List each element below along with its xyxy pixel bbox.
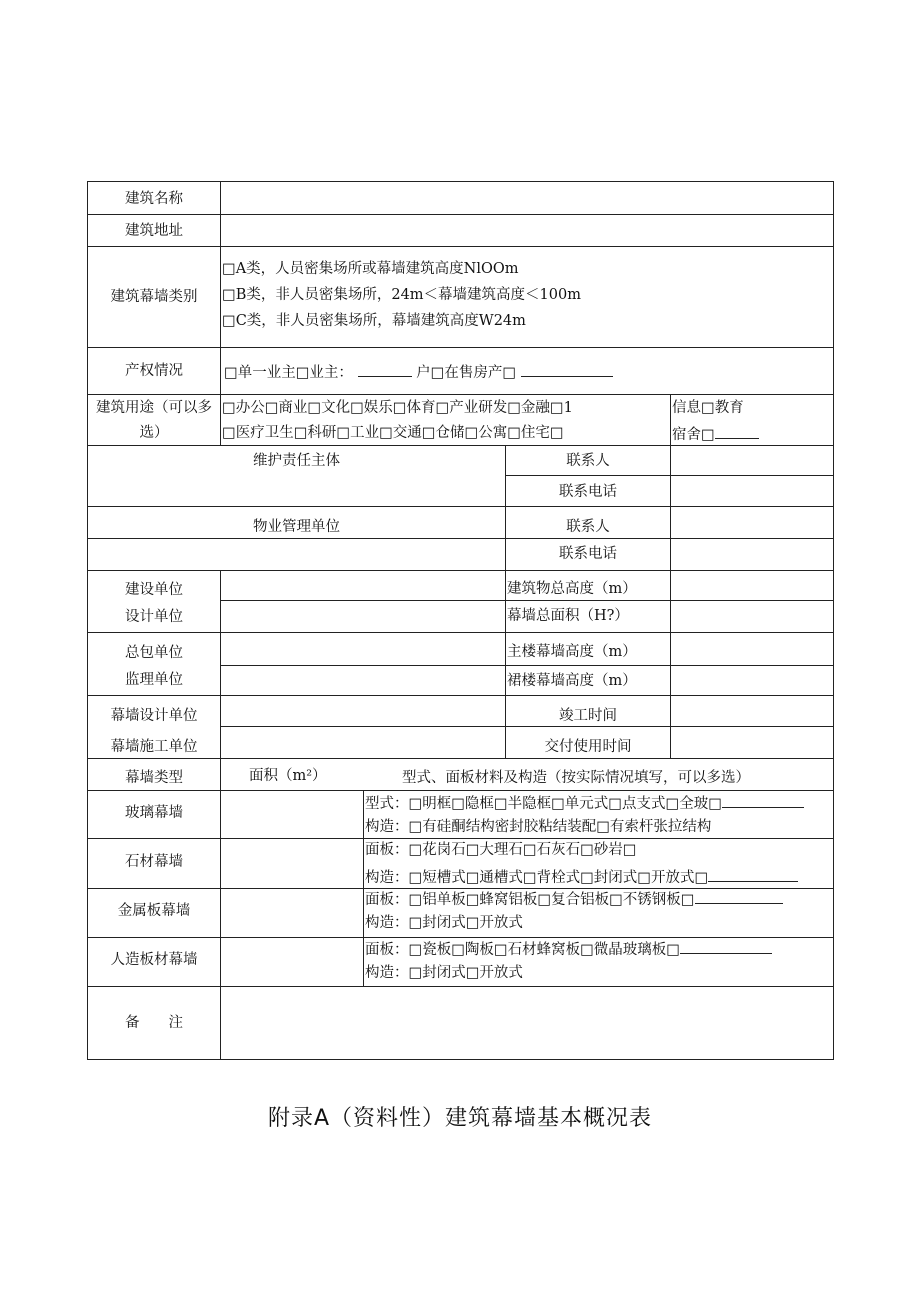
label-podium-cw-height: 裙楼幕墙高度（m） [507, 673, 637, 689]
cw-glass-form [365, 793, 804, 813]
cw-stone-construction-blank [708, 867, 798, 882]
label-cw-total-area: 幕墙总面积（H?） [507, 608, 629, 624]
label-building-usage-line2: 选） [139, 425, 169, 441]
cw-stone-construction-text: 构造：□短槽式□通槽式□背栓式□封闭式□开放式□ [365, 870, 709, 886]
cw-type-stone: 石材幕墙 [125, 854, 183, 870]
label-contact-phone-1: 联系电话 [559, 484, 617, 500]
label-building-address: 建筑地址 [125, 223, 183, 239]
label-form-material-construction: 型式、面板材料及构造（按实际情况填写，可以多选） [402, 770, 750, 786]
cw-artificial-panel [365, 939, 772, 959]
label-property-management: 物业管理单位 [253, 519, 340, 535]
usage-options-line2: □医疗卫生□科研□工业□交通□仓储□公寓□住宅□ [222, 425, 564, 441]
label-main-cw-height: 主楼幕墙高度（m） [507, 644, 637, 660]
cw-type-glass: 玻璃幕墙 [125, 805, 183, 821]
label-building-name: 建筑名称 [125, 191, 183, 207]
cw-artificial-construction: 构造：□封闭式□开放式 [365, 965, 523, 981]
property-options-text2: 户□在售房产□ [416, 365, 517, 381]
label-curtain-wall-type: 幕墙类型 [125, 770, 183, 786]
label-property-status: 产权情况 [125, 363, 183, 379]
label-completion-time: 竣工时间 [559, 708, 617, 724]
table-caption: 附录A（资料性）建筑幕墙基本概况表 [267, 1106, 653, 1131]
label-construction-unit: 建设单位 [125, 582, 183, 598]
cw-glass-form-text: 型式：□明框□隐框□半隐框□单元式□点支式□全玻□ [365, 796, 722, 812]
label-cw-construction-unit: 幕墙施工单位 [110, 739, 198, 755]
label-building-usage-line1: 建筑用途（可以多 [96, 400, 212, 416]
cw-glass-construction: 构造：□有硅酮结构密封胶粘结装配□有索杆张拉结构 [365, 819, 712, 835]
label-supervision-unit: 监理单位 [125, 672, 183, 688]
category-option-b: □B类，非人员密集场所，24m＜幕墙建筑高度＜100m [222, 287, 581, 303]
label-remarks: 备 注 [125, 1015, 183, 1031]
cw-metal-construction: 构造：□封闭式□开放式 [365, 915, 523, 931]
label-cw-design-unit: 幕墙设计单位 [110, 708, 198, 724]
label-curtain-wall-category: 建筑幕墙类别 [110, 289, 198, 305]
property-options [224, 362, 613, 382]
cw-metal-panel [365, 889, 783, 909]
cw-artificial-panel-blank [680, 939, 772, 954]
usage-options-right2-text: 宿舍□ [672, 427, 715, 443]
cw-metal-panel-text: 面板：□铝单板□蜂窝铝板□复合铝板□不锈钢板□ [365, 892, 695, 908]
category-option-c: □C类，非人员密集场所，幕墙建筑高度W24m [222, 313, 526, 329]
cw-glass-form-blank [722, 793, 804, 808]
cw-artificial-panel-text: 面板：□瓷板□陶板□石材蜂窝板□微晶玻璃板□ [365, 942, 680, 958]
cw-stone-construction [365, 867, 798, 887]
label-contact-person-2: 联系人 [566, 519, 610, 535]
cw-stone-panel: 面板：□花岗石□大理石□石灰石□砂岩□ [365, 842, 637, 858]
label-total-height: 建筑物总高度（m） [507, 581, 637, 597]
category-option-a: □A类，人员密集场所或幕墙建筑高度NlOOm [222, 261, 519, 277]
owner-count-blank [358, 362, 412, 377]
label-area: 面积（m²） [249, 768, 327, 784]
cw-metal-panel-blank [695, 889, 783, 904]
label-general-contractor: 总包单位 [125, 645, 183, 661]
label-design-unit: 设计单位 [125, 609, 183, 625]
label-delivery-time: 交付使用时间 [544, 739, 632, 755]
cw-type-metal: 金属板幕墙 [117, 903, 191, 919]
usage-options-right2 [672, 424, 759, 444]
label-contact-phone-2: 联系电话 [559, 546, 617, 562]
property-other-blank [521, 362, 613, 377]
usage-options-right1: 信息□教育 [672, 400, 744, 416]
usage-other-blank [715, 424, 759, 439]
property-options-text1: □单一业主□业主： [224, 365, 353, 381]
label-contact-person-1: 联系人 [566, 453, 610, 469]
usage-options-line1: □办公□商业□文化□娱乐□体育□产业研发□金融□1 [222, 400, 573, 416]
label-maintenance-owner: 维护责任主体 [253, 453, 340, 469]
cw-type-artificial-board: 人造板材幕墙 [110, 952, 198, 968]
